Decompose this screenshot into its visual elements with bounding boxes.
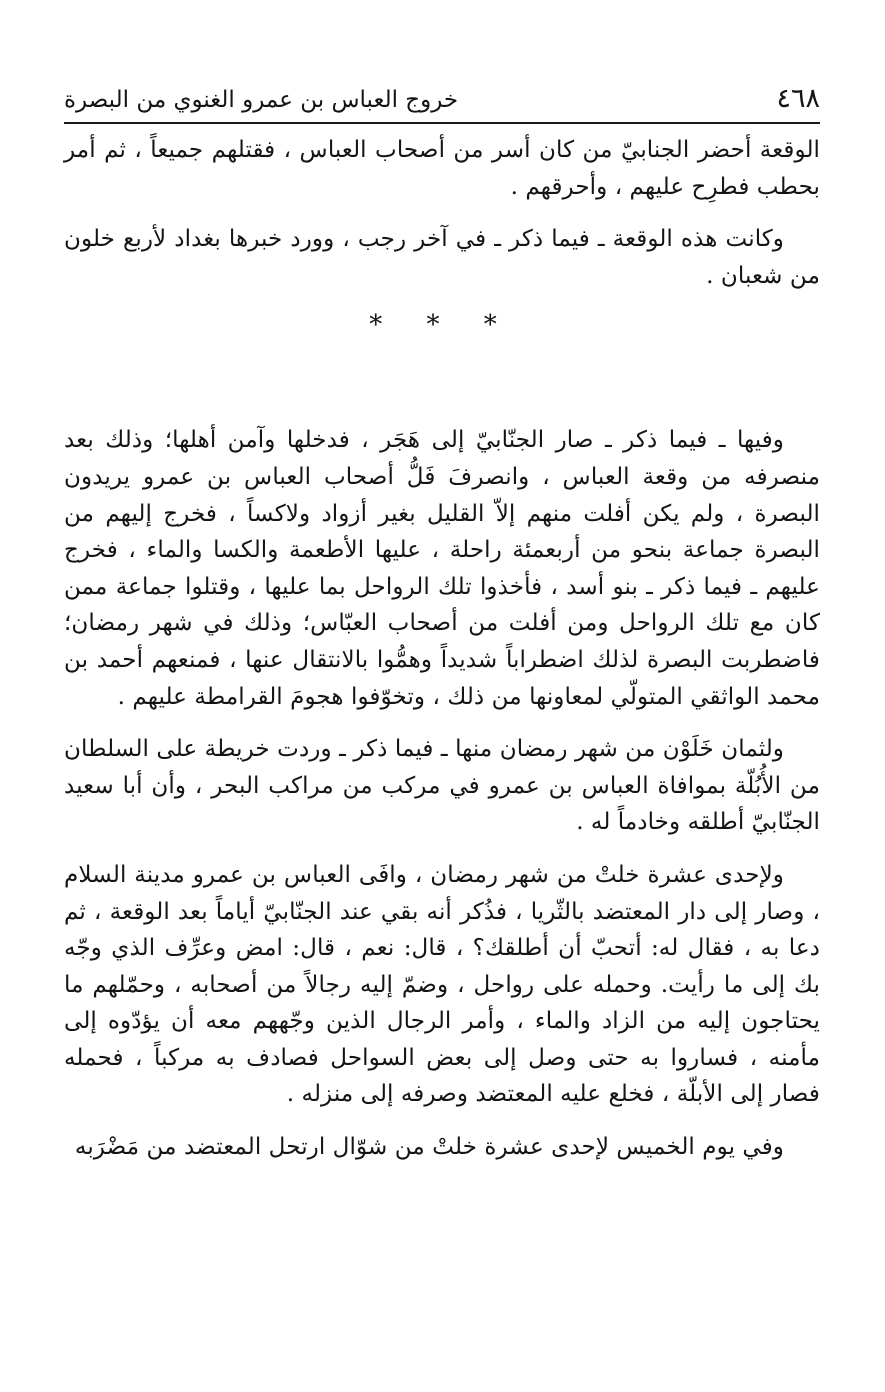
paragraph: وفي يوم الخميس لإحدى عشرة خلتْ من شوّال ارتحل المعتضد من مَضْرَبه [74,1133,784,1161]
paragraph: الوقعة أحضر الجنابيّ من كان أسر من أصحاب العباس ، فقتلهم جميعاً ، ثم أمر بحطب فطرِح عليهم ، وأحرقهم . [64,136,820,200]
running-title: خروج العباس بن عمرو الغنوي من البصرة [64,87,459,113]
paragraph: ولثمان خَلَوْن من شهر رمضان منها ـ فيما ذكر ـ وردت خريطة على السلطان من الأُبُلّة بموافاة العباس بن عمرو في مركب من مراكب البحر ، وأن أبا سعيد الجنّابيّ أطلقه وخادماً له . [64,735,820,836]
body-text [64,132,820,1182]
page-number: ٤٦٨ [776,83,820,114]
paragraph: وفيها ـ فيما ذكر ـ صار الجنّابيّ إلى هَجَر ، فدخلها وآمن أهلها؛ وذلك بعد منصرفه من وقعة العباس ، وانصرفَ فَلُّ أصحاب العباس بن عمرو يريدون البصرة ، ولم يكن أفلت منهم إلاّ القليل بغير أزواد ولاكساً ، فخرج إليهم من البصرة جماعة بنحو من أربعمئة راحلة ، عليها الأطعمة والكسا والماء ، فخرج عليهم ـ فيما ذكر ـ بنو أسد ، فأخذوا تلك الرواحل بما عليها ، وقتلوا جماعة ممن كان مع تلك الرواحل ومن أفلت من أصحاب العبّاس؛ وذلك في شهر رمضان؛ فاضطربت البصرة لذلك اضطراباً شديداً وهمُّوا بالانتقال عنها ، فمنعهم أحمد بن محمد الواثقي المتولّي لمعاونها من ذلك ، وتخوّفوا هجومَ القرامطة عليهم . [64,426,820,710]
page-header [64,78,820,124]
paragraph: وكانت هذه الوقعة ـ فيما ذكر ـ في آخر رجب ، وورد خبرها بغداد لأربع خلون من شعبان . [64,225,820,289]
paragraph: ولإحدى عشرة خلتْ من شهر رمضان ، وافَى العباس بن عمرو مدينة السلام ، وصار إلى دار المعتضد بالثّريا ، فذُكر أنه بقي عند الجنّابيّ أياماً بعد الوقعة ، ثم دعا به ، فقال له: أتحبّ أن أطلقك؟ ، قال: نعم ، قال: امض وعرِّف الذي وجّه بك إلى ما رأيت. وحمله على رواحل ، وضمّ إليه رجالاً من أصحابه ، وحمّلهم ما يحتاجون إليه من الزاد والماء ، وأمر الرجال الذين وجّههم معه أن يؤدّوه إلى مأمنه ، فساروا به حتى وصل إلى بعض السواحل فصادف به مركباً ، فحمله فصار إلى الأبلّة ، فخلع عليه المعتضد وصرفه إلى منزله . [64,860,820,1108]
section-separator: * * * [369,310,515,341]
